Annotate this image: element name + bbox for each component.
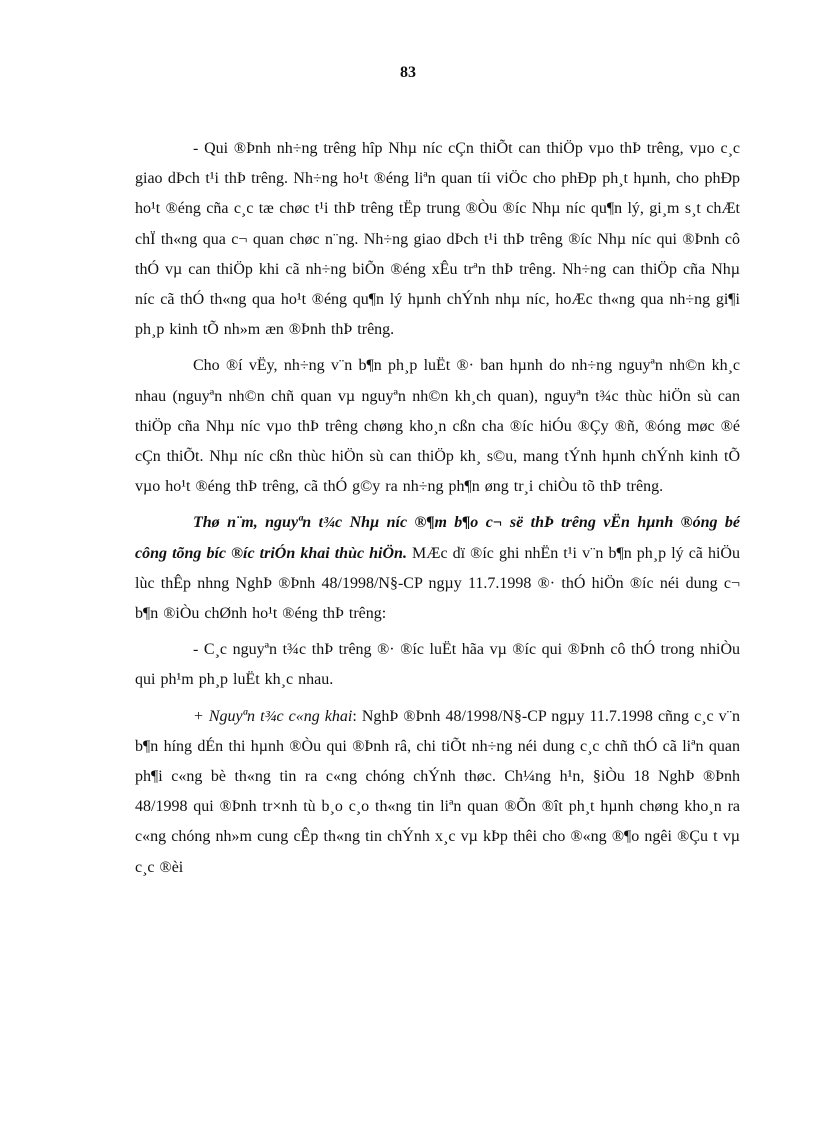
paragraph-text: MÆc dï ®íc ghi nhËn t¹i v¨n b¶n ph¸p lý cã hiÖu lùc thÊp nhng NghÞ ®Þnh 48/1998/N§-CP ngµy 11.7.1998 ®· thÓ hiÖn ®íc néi dung c¬ b¶n ®iÒu chØnh ho¹t ®éng thÞ trêng: xyxy=(135,544,740,623)
principle-label: + Nguyªn t¾c c«ng khai xyxy=(193,707,353,725)
page-number: 83 xyxy=(400,64,416,81)
paragraph xyxy=(135,508,740,629)
paragraph xyxy=(135,635,740,695)
paragraph-text: - C¸c nguyªn t¾c thÞ trêng ®· ®íc luËt hãa vµ ®íc qui ®Þnh cô thÓ trong nhiÒu qui ph¹m ph¸p luËt kh¸c nhau. xyxy=(135,641,740,689)
paragraph-text: Cho ®í vËy, nh÷ng v¨n b¶n ph¸p luËt ®· ban hµnh do nh÷ng nguyªn nh©n kh¸c nhau (nguyªn nh©n chñ quan vµ nguyªn nh©n kh¸ch quan), nguyªn t¾c thùc hiÖn sù can thiÖp cña Nhµ níc vµo thÞ trêng chøng kho¸n cßn cha ®íc hiÓu ®Çy ®ñ, ®óng møc ®é cÇn thiÕt. Nhµ níc cßn thùc hiÖn sù can thiÖp kh¸ s©u, mang tÝnh hµnh chÝnh kinh tÕ vµo ho¹t ®éng thÞ trêng, cã thÓ g©y ra nh÷ng ph¶n øng tr¸i chiÒu tõ thÞ trêng. xyxy=(135,357,740,496)
paragraph-text: - Qui ®Þnh nh÷ng trêng hîp Nhµ níc cÇn thiÕt can thiÖp vµo thÞ trêng, vµo c¸c giao dÞch t¹i thÞ trêng. Nh÷ng ho¹t ®éng liªn quan tíi viÖc cho phÐp ph¸t hµnh, cho phÐp ho¹t ®éng cña c¸c tæ chøc t¹i thÞ trêng tËp trung ®Òu ®íc Nhµ níc qu¶n lý, gi¸m s¸t chÆt chÏ th«ng qua c¬ quan chøc n¨ng. Nh÷ng giao dÞch t¹i thÞ trêng ®íc Nhµ níc qui ®Þnh cô thÓ vµ can thiÖp khi cã nh÷ng biÕn ®éng xÊu trªn thÞ trêng. Nh÷ng can thiÖp cña Nhµ níc cã thÓ th«ng qua ho¹t ®éng qu¶n lý hµnh chÝnh nhµ níc, hoÆc th«ng qua nh÷ng gi¶i ph¸p kinh tÕ nh»m æn ®Þnh thÞ trêng. xyxy=(135,140,740,339)
paragraph-text: : NghÞ ®Þnh 48/1998/N§-CP ngµy 11.7.1998 cñng c¸c v¨n b¶n híng dÉn thi hµnh ®Òu qui ®Þnh râ, chi tiÕt nh÷ng néi dung c¸c chñ thÓ cã liªn quan ph¶i c«ng bè th«ng tin ra c«ng chóng chÝnh thøc. Ch¼ng h¹n, §iÒu 18 NghÞ ®Þnh 48/1998 qui ®Þnh tr×nh tù b¸o c¸o th«ng tin liªn quan ®Õn ®ît ph¸t hµnh chøng kho¸n ra c«ng chóng nh»m cung cÊp th«ng tin chÝnh x¸c vµ kÞp thêi cho ®«ng ®¶o ngêi ®Çu t vµ c¸c ®èi xyxy=(135,707,740,876)
paragraph xyxy=(135,134,740,345)
body-text xyxy=(135,134,740,889)
principle-heading: Thø n¨m, nguyªn t¾c Nhµ níc ®¶m b¶o c¬ së thÞ trêng vËn hµnh ®óng bé công tõng bíc ®íc triÓn khai thùc hiÖn. xyxy=(135,514,740,562)
paragraph xyxy=(135,702,740,883)
paragraph xyxy=(135,351,740,502)
